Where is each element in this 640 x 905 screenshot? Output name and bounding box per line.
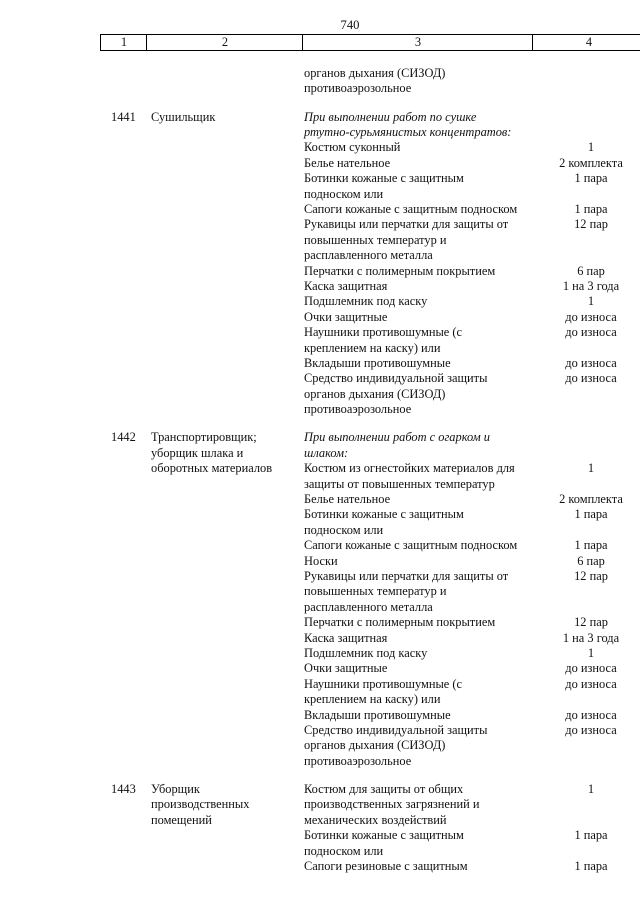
table-row (0, 554, 640, 569)
table-row (0, 264, 640, 279)
profession-name: уборщик шлака и (151, 445, 244, 460)
table-row (0, 507, 640, 522)
issue-norm: 1 пара (574, 859, 608, 873)
issue-norm: 6 пар (577, 553, 605, 568)
equipment-item: Сапоги кожаные с защитным подноском (304, 202, 518, 216)
table-row (0, 325, 640, 340)
column-header-4: 4 (532, 35, 640, 50)
table-row (0, 492, 640, 507)
column-header-row (100, 34, 640, 51)
item-number: 1442 (111, 430, 136, 445)
issue-norm: 1 на 3 года (562, 630, 620, 645)
table-row (0, 646, 640, 661)
table-row (0, 371, 640, 386)
column-header-1: 1 (100, 35, 147, 50)
table-row (0, 738, 640, 753)
equipment-item: Белье нательное (304, 155, 391, 170)
table-row (0, 140, 640, 155)
issue-norm: 1 (587, 461, 595, 476)
equipment-item: Ботинки кожаные с защитным (304, 171, 464, 186)
table-row (0, 217, 640, 232)
profession-name: производственных (151, 797, 250, 812)
issue-norm: 1 на 3 года (562, 279, 620, 293)
equipment-item: Подшлемник под каску (304, 646, 428, 660)
table-row (0, 402, 640, 417)
equipment-item: повышенных температур и (304, 584, 447, 599)
issue-norm: до износа (565, 325, 617, 340)
equipment-item: Перчатки с полимерным покрытием (304, 263, 496, 278)
equipment-item: креплением на каску) или (304, 340, 441, 355)
equipment-item: Сапоги кожаные с защитным подноском (304, 538, 518, 553)
equipment-item: противоаэрозольное (304, 402, 412, 417)
table-row (0, 125, 640, 140)
issue-norm: 12 пар (574, 569, 608, 583)
table-row (0, 110, 640, 125)
table-row (0, 754, 640, 769)
equipment-item: производственных загрязнений и (304, 797, 480, 812)
equipment-item: Подшлемник под каску (304, 294, 428, 309)
equipment-item: ртутно-сурьмянистых концентратов: (304, 125, 512, 139)
page-number: 740 (340, 18, 360, 32)
issue-norm: 1 пара (574, 828, 608, 843)
equipment-item: При выполнении работ с огарком и (304, 430, 490, 445)
equipment-item: Каска защитная (304, 630, 388, 645)
table-row (0, 600, 640, 615)
equipment-item: подноском или (304, 522, 384, 537)
table-row (0, 859, 640, 874)
profession-name: Транспортировщик; (151, 430, 257, 445)
table-row (0, 279, 640, 294)
equipment-item: Белье нательное (304, 492, 391, 506)
equipment-item: Каска защитная (304, 279, 388, 293)
equipment-item: защиты от повышенных температур (304, 476, 495, 491)
issue-norm: 12 пар (574, 615, 608, 630)
issue-norm: 1 (587, 294, 595, 309)
equipment-item: расплавленного металла (304, 248, 433, 263)
table-row (0, 461, 640, 476)
equipment-item: Средство индивидуальной защиты (304, 371, 488, 386)
equipment-item: Сапоги резиновые с защитным (304, 859, 468, 873)
equipment-item: Вкладыши противошумные (304, 356, 451, 370)
equipment-item: Рукавицы или перчатки для защиты от (304, 569, 509, 583)
issue-norm: 1 (587, 140, 595, 155)
equipment-item: органов дыхания (СИЗОД) (304, 738, 446, 753)
issue-norm: 1 пара (574, 171, 608, 186)
table-row (0, 341, 640, 356)
profession-name: Сушильщик (151, 109, 216, 124)
table-row (0, 569, 640, 584)
equipment-item: шлаком: (304, 445, 349, 460)
equipment-item: Костюм суконный (304, 140, 401, 155)
equipment-item: Перчатки с полимерным покрытием (304, 615, 496, 630)
profession-name: оборотных материалов (151, 461, 273, 476)
table-row (0, 692, 640, 707)
table-row (0, 446, 640, 461)
table-row (0, 171, 640, 186)
issue-norm: 1 пара (574, 507, 608, 522)
table-row (0, 477, 640, 492)
equipment-item: подноском или (304, 843, 384, 858)
equipment-item: Очки защитные (304, 661, 388, 676)
issue-norm: до износа (565, 723, 617, 737)
equipment-item: Носки (304, 553, 338, 568)
equipment-item: подноском или (304, 186, 384, 201)
table-row (0, 782, 640, 797)
issue-norm: до износа (565, 309, 617, 324)
table-row (0, 523, 640, 538)
table-row (0, 248, 640, 263)
equipment-item: повышенных температур и (304, 232, 447, 247)
table-row (0, 677, 640, 692)
table-row (0, 631, 640, 646)
equipment-item: противоаэрозольное (304, 753, 412, 768)
equipment-item: Наушники противошумные (с (304, 676, 463, 691)
table-row (0, 708, 640, 723)
equipment-item: Вкладыши противошумные (304, 707, 451, 722)
issue-norm: 2 комплекта (559, 492, 623, 506)
equipment-item: механических воздействий (304, 812, 447, 827)
table-row (0, 723, 640, 738)
issue-norm: 1 (587, 782, 595, 796)
issue-norm: 12 пар (574, 217, 608, 232)
table-row (0, 356, 640, 371)
equipment-item: противоаэрозольное (304, 81, 412, 96)
table-row (0, 844, 640, 859)
equipment-item: органов дыхания (СИЗОД) (304, 386, 446, 401)
equipment-item: Ботинки кожаные с защитным (304, 828, 464, 843)
table-row (0, 310, 640, 325)
table-row (0, 294, 640, 309)
issue-norm: до износа (565, 356, 617, 370)
profession-name: Уборщик (151, 782, 200, 796)
table-row (0, 615, 640, 630)
table-row (0, 538, 640, 553)
issue-norm: до износа (565, 661, 617, 676)
equipment-item: Ботинки кожаные с защитным (304, 507, 464, 522)
table-row (0, 81, 640, 96)
equipment-item: Рукавицы или перчатки для защиты от (304, 217, 509, 232)
table-row (0, 233, 640, 248)
table-row (0, 584, 640, 599)
issue-norm: до износа (565, 676, 617, 691)
equipment-item: Средство индивидуальной защиты (304, 723, 488, 737)
equipment-item: Наушники противошумные (с (304, 325, 463, 340)
issue-norm: 1 пара (574, 538, 608, 553)
table-row (0, 797, 640, 812)
item-number: 1441 (111, 109, 136, 124)
issue-norm: до износа (565, 371, 617, 386)
table-row (0, 661, 640, 676)
equipment-item: органов дыхания (СИЗОД) (304, 66, 446, 80)
table-row (0, 66, 640, 81)
issue-norm: 1 (587, 646, 595, 660)
equipment-item: расплавленного металла (304, 599, 433, 614)
column-header-2: 2 (146, 35, 303, 50)
equipment-item: креплением на каску) или (304, 692, 441, 707)
table-row (0, 202, 640, 217)
equipment-item: При выполнении работ по сушке (304, 109, 477, 124)
table-row (0, 187, 640, 202)
table-row (0, 828, 640, 843)
item-number: 1443 (111, 782, 136, 796)
issue-norm: до износа (565, 707, 617, 722)
equipment-item: Очки защитные (304, 309, 388, 324)
table-row (0, 156, 640, 171)
table-row (0, 430, 640, 445)
equipment-item: Костюм для защиты от общих (304, 782, 464, 796)
issue-norm: 2 комплекта (559, 155, 623, 170)
issue-norm: 6 пар (577, 263, 605, 278)
table-row (0, 387, 640, 402)
column-header-3: 3 (302, 35, 533, 50)
table-row (0, 813, 640, 828)
issue-norm: 1 пара (574, 202, 608, 216)
profession-name: помещений (151, 812, 212, 827)
equipment-item: Костюм из огнестойких материалов для (304, 461, 515, 476)
